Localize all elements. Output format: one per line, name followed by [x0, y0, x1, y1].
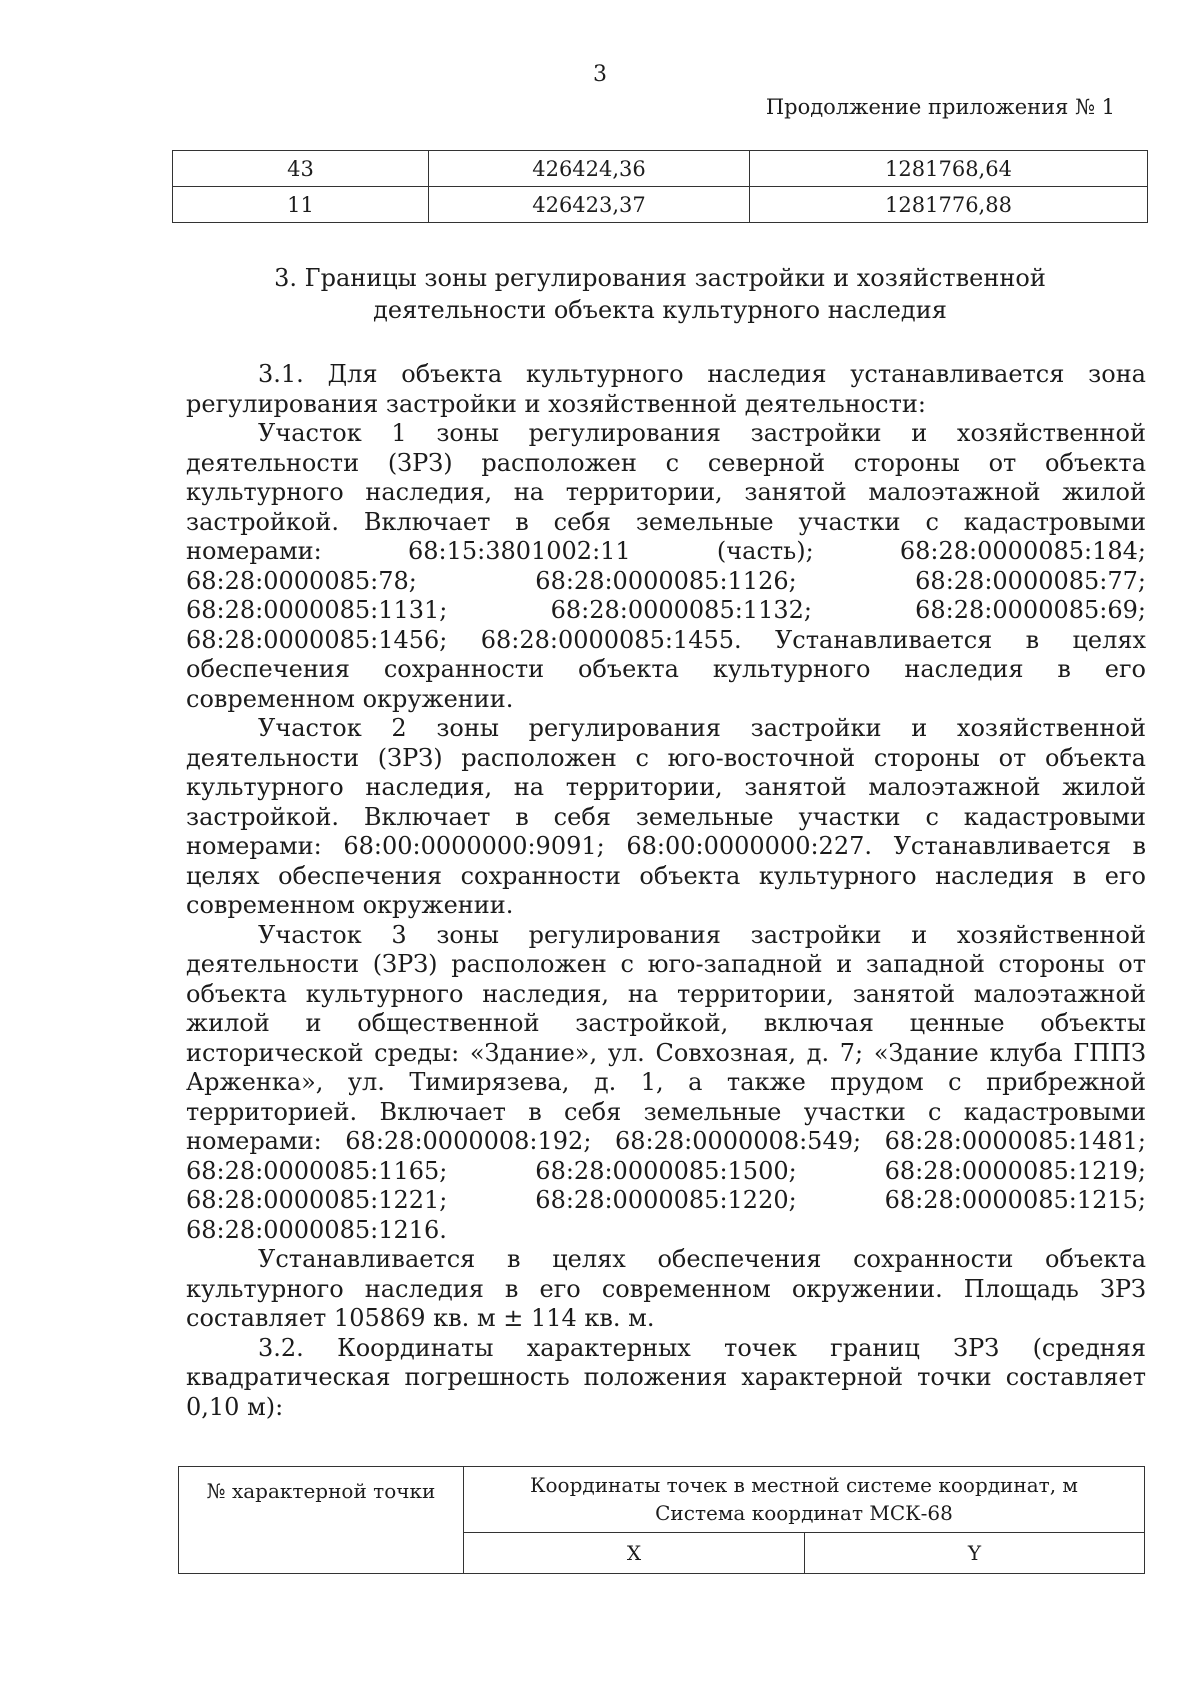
- table-header-row: [179, 1467, 1145, 1533]
- header-point-number: № характерной точки: [179, 1467, 464, 1574]
- point-number-cell: 11: [173, 187, 429, 223]
- section-heading-line: 3. Границы зоны регулирования застройки и хозяйственной: [274, 264, 1046, 292]
- header-y: Y: [805, 1532, 1145, 1573]
- coordinates-table-continued: [172, 150, 1148, 223]
- paragraph-section-3: Участок 3 зоны регулирования застройки и хозяйственной деятельности (ЗРЗ) расположен с юго-западной и западной стороны от объекта культурного наследия, на территории, занятой малоэтажной жилой и общественной застройкой, включая ценные объекты исторической среды: «Здание», ул. Совхозная, д. 7; «Здание клуба ГППЗ Арженка», ул. Тимирязева, д. 1, а также прудом с прибрежной территорией. Включает в себя земельные участки с кадастровыми номерами: 68:28:0000008:192; 68:28:0000008:549; 68:28:0000085:1481; 68:28:0000085:1165; 68:28:0000085:1500; 68:28:0000085:1219; 68:28:0000085:1221; 68:28:0000085:1220; 68:28:0000085:1215; 68:28:0000085:1216.: [186, 920, 1146, 1244]
- paragraph-purpose-area: Устанавливается в целях обеспечения сохранности объекта культурного наследия в его современном окружении. Площадь ЗРЗ составляет 105869 кв. м ± 114 кв. м.: [186, 1245, 1146, 1332]
- table-row: [173, 151, 1148, 187]
- section-heading-line: деятельности объекта культурного наследия: [373, 296, 947, 324]
- body-text: [186, 360, 1146, 1422]
- paragraph-section-2: Участок 2 зоны регулирования застройки и хозяйственной деятельности (ЗРЗ) расположен с юго-восточной стороны от объекта культурного наследия, на территории, занятой малоэтажной жилой застройкой. Включает в себя земельные участки с кадастровыми номерами: 68:00:0000000:9091; 68:00:0000000:227. Устанавливается в целях обеспечения сохранности объекта культурного наследия в его современном окружении.: [186, 714, 1146, 919]
- point-number-cell: 43: [173, 151, 429, 187]
- paragraph-section-1: Участок 1 зоны регулирования застройки и хозяйственной деятельности (ЗРЗ) расположен с северной стороны от объекта культурного наследия, на территории, занятой малоэтажной жилой застройкой. Включает в себя земельные участки с кадастровыми номерами: 68:15:3801002:11 (часть); 68:28:0000085:184; 68:28:0000085:78; 68:28:0000085:1126; 68:28:0000085:77; 68:28:0000085:1131; 68:28:0000085:1132; 68:28:0000085:69; 68:28:0000085:1456; 68:28:0000085:1455. Устанавливается в целях обеспечения сохранности объекта культурного наследия в его современном окружении.: [186, 419, 1146, 713]
- header-coordinates-line: Система координат МСК-68: [655, 1501, 953, 1526]
- paragraph-3-2: 3.2. Координаты характерных точек границ ЗРЗ (средняя квадратическая погрешность положения характерной точки составляет 0,10 м):: [186, 1333, 1146, 1421]
- header-x: X: [464, 1532, 805, 1573]
- zrz-coordinates-table: [178, 1466, 1145, 1574]
- y-coordinate-cell: 1281768,64: [750, 151, 1148, 187]
- x-coordinate-cell: 426424,36: [429, 151, 750, 187]
- section-heading: [260, 262, 1060, 326]
- x-coordinate-cell: 426423,37: [429, 187, 750, 223]
- header-coordinates-line: Координаты точек в местной системе координат, м: [530, 1473, 1078, 1498]
- page-number: 3: [593, 62, 607, 87]
- y-coordinate-cell: 1281776,88: [750, 187, 1148, 223]
- paragraph-3-1: 3.1. Для объекта культурного наследия устанавливается зона регулирования застройки и хозяйственной деятельности:: [186, 360, 1146, 418]
- continuation-note: Продолжение приложения № 1: [765, 95, 1115, 119]
- table-row: [173, 187, 1148, 223]
- header-coordinates: [464, 1467, 1145, 1533]
